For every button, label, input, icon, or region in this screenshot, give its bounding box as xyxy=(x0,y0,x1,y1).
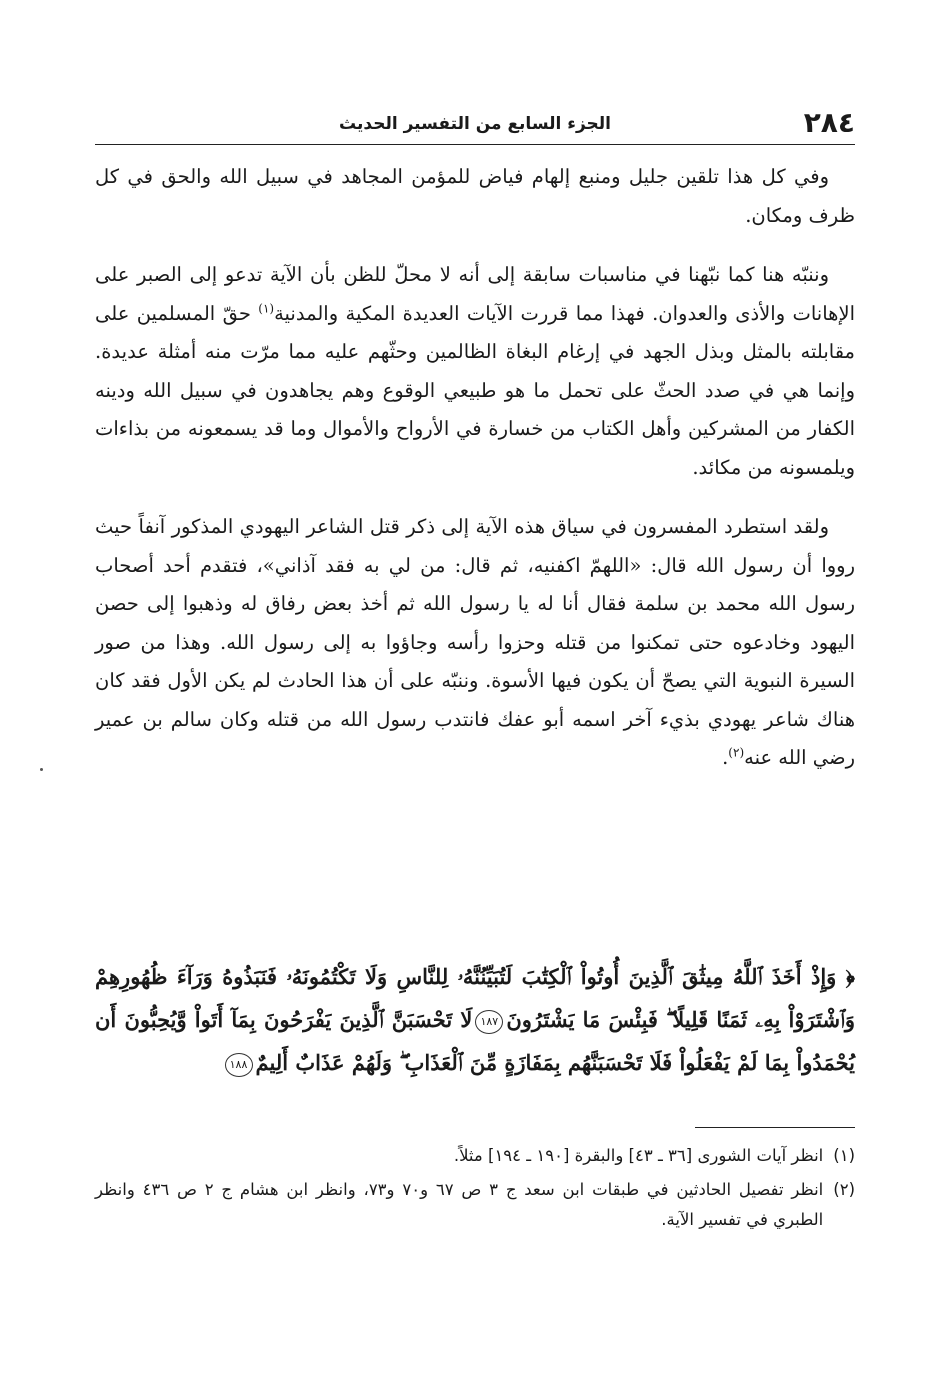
paragraph-1 xyxy=(95,158,855,235)
page-header xyxy=(95,100,855,145)
page-number: ٢٨٤ xyxy=(803,106,855,139)
footnote-number: (٢) xyxy=(833,1180,855,1199)
footnote-divider xyxy=(695,1127,855,1128)
footnote-2 xyxy=(95,1175,855,1235)
footnote-text: انظر تفصيل الحادثين في طبقات ابن سعد ج ٣ ص ٦٧ و٧٠ و٧٣، وانظر ابن هشام ج ٢ ص ٤٣٦ وانظر الطبري في تفسير الآية. xyxy=(95,1180,824,1229)
ayah-number-marker: ١٨٧ xyxy=(475,1010,503,1034)
paragraph-text: وننبّه هنا كما نبّهنا في مناسبات سابقة إلى أنه لا محلّ للظن بأن الآية تدعو إلى الصبر على الإهانات والأذى والعدوان. فهذا مما قررت الآيات العديدة المكية والمدنية xyxy=(95,263,855,325)
book-page xyxy=(95,0,855,1381)
body-text xyxy=(95,158,855,799)
paragraph-text: . xyxy=(722,746,729,769)
paragraph-text: وفي كل هذا تلقين جليل ومنبع إلهام فياض للمؤمن المجاهد في سبيل الله والحق في كل ظرف ومكان. xyxy=(95,165,855,227)
verse-text-1: ﴿ وَإِذْ أَخَذَ ٱللَّهُ مِيثَٰقَ ٱلَّذِينَ أُوتُواْ ٱلْكِتَٰبَ لَتُبَيِّنُنَّهُۥ لِلنَّاسِ وَلَا تَكْتُمُونَهُۥ فَنَبَذُوهُ وَرَآءَ ظُهُورِهِمْ وَٱشْتَرَوْاْ بِهِۦ ثَمَنًا قَلِيلًا ۖ فَبِئْسَ مَا يَشْتَرُونَ xyxy=(95,964,855,1032)
running-title: الجزء السابع من التفسير الحديث xyxy=(339,114,611,134)
paragraph-text: ولقد استطرد المفسرون في سياق هذه الآية إلى ذكر قتل الشاعر اليهودي المذكور آنفاً حيث رووا أن رسول الله قال: «اللهمّ اكفنيه، ثم قال: من لي به فقد آذاني»، فتقدم أحد أصحاب رسول الله محمد بن سلمة فقال أنا له يا رسول الله ثم أخذ بعض رفاق له وذهبوا إلى حصن اليهود وخادعوه حتى تمكنوا من قتله وحزوا رأسه وجاؤوا به إلى رسول الله. وهذا من صور السيرة النبوية التي يصحّ أن يكون فيها الأسوة. وننبّه على أن هذا الحادث لم يكن الأول فقد كان هناك شاعر يهودي بذيء آخر اسمه أبو عفك فانتدب رسول الله من قتله وكان سالم بن عمير رضي الله عنه xyxy=(95,515,855,769)
footnote-marker-1: (١) xyxy=(258,301,275,315)
footnote-number: (١) xyxy=(833,1146,855,1165)
quran-verse xyxy=(95,955,855,1084)
footnote-marker-2: (٢) xyxy=(728,745,745,760)
footnotes xyxy=(95,1141,855,1239)
verse-text-2: لَا تَحْسَبَنَّ ٱلَّذِينَ يَفْرَحُونَ بِمَآ أَتَواْ وَّيُحِبُّونَ أَن يُحْمَدُواْ بِمَا لَمْ يَفْعَلُواْ فَلَا تَحْسَبَنَّهُم بِمَفَازَةٍ مِّنَ ٱلْعَذَابِ ۖ وَلَهُمْ عَذَابٌ أَلِيمٌ xyxy=(95,1007,855,1075)
ayah-number-marker: ١٨٨ xyxy=(225,1053,253,1077)
scan-speck xyxy=(40,768,43,771)
paragraph-text: حقّ المسلمين على مقابلته بالمثل وبذل الجهد في إرغام البغاة الظالمين وحثّهم عليه مما مرّت منه أمثلة عديدة. وإنما هي في صدد الحثّ على تحمل ما هو طبيعي الوقوع وهم يجاهدون في سبيل الله ودينه الكفار من المشركين وأهل الكتاب من خسارة في الأرواح والأموال وما قد يسمعونه من بذاءات ويلمسونه من مكائد. xyxy=(95,301,855,479)
paragraph-2 xyxy=(95,256,855,487)
footnote-text: انظر آيات الشورى [٣٦ ـ ٤٣] والبقرة [١٩٠ ـ ١٩٤] مثلاً. xyxy=(453,1146,824,1165)
paragraph-3 xyxy=(95,508,855,778)
footnote-1 xyxy=(95,1141,855,1171)
